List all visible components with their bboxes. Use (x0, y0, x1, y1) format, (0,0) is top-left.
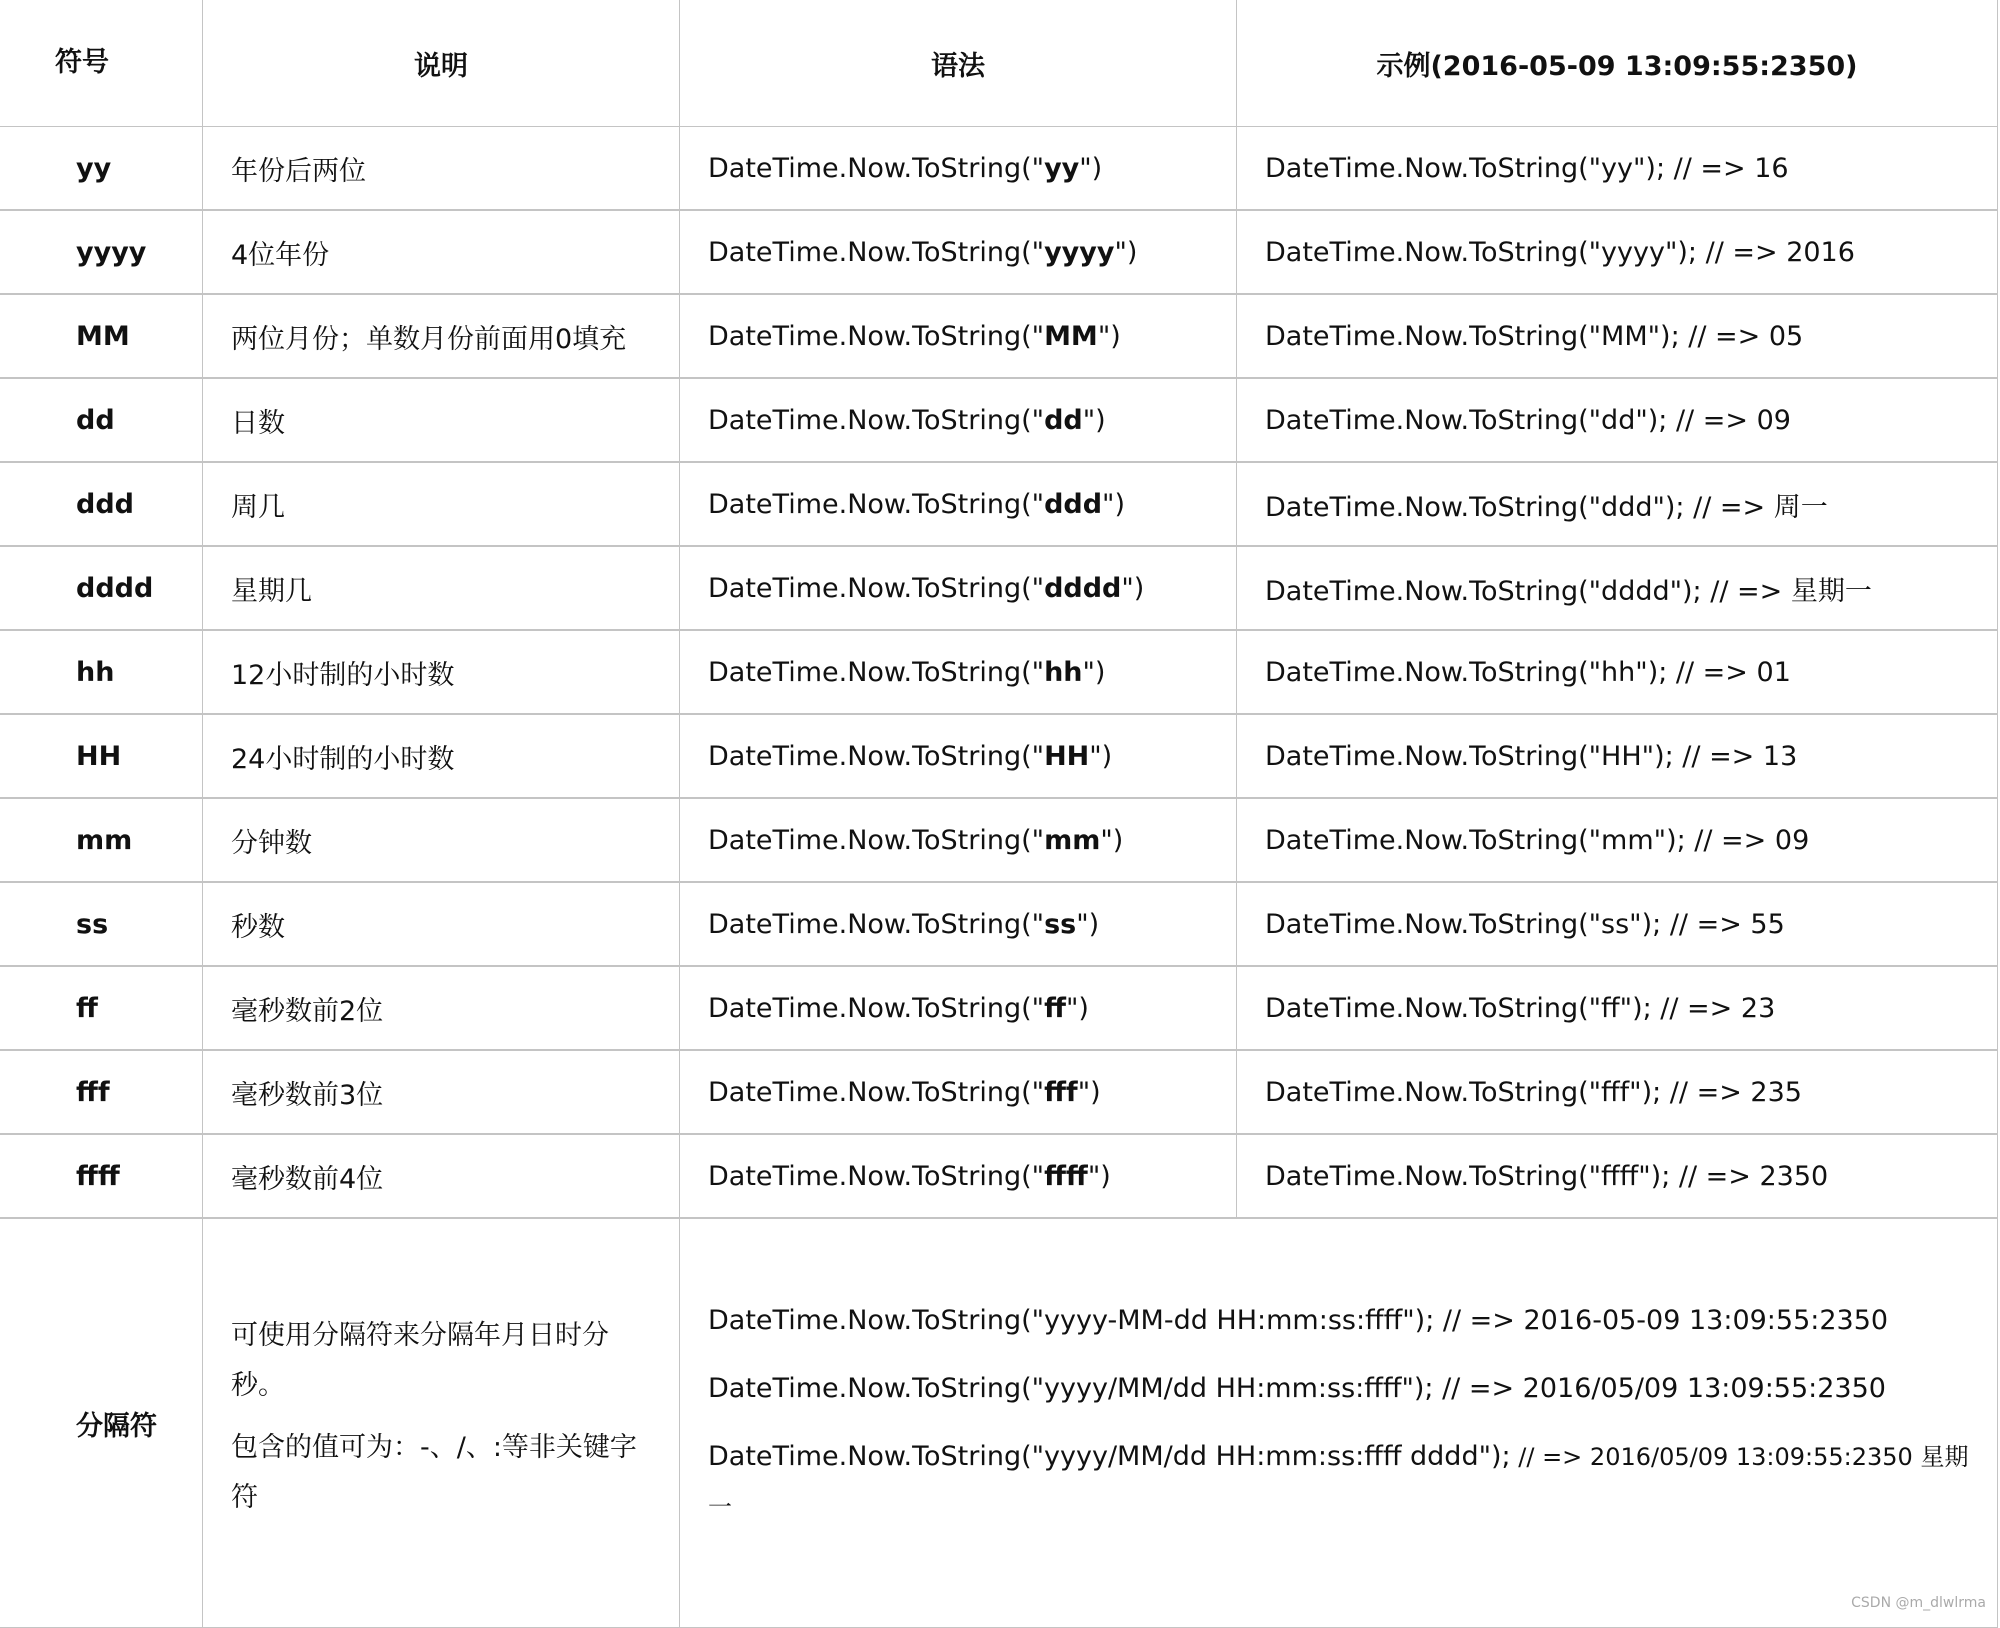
format-description: 毫秒数前2位 (203, 966, 680, 1050)
format-example: DateTime.Now.ToString("HH"); // => 13 (1237, 714, 1998, 798)
header-symbol: 符号 (0, 0, 203, 127)
format-example: DateTime.Now.ToString("ff"); // => 23 (1237, 966, 1998, 1050)
separator-example (708, 1296, 1969, 1346)
syntax-format: HH (1044, 740, 1090, 772)
format-syntax (680, 1050, 1237, 1134)
format-example: DateTime.Now.ToString("ss"); // => 55 (1237, 882, 1998, 966)
separator-example (708, 1364, 1969, 1414)
format-example: DateTime.Now.ToString("dd"); // => 09 (1237, 378, 1998, 462)
format-symbol: HH (0, 714, 203, 798)
format-description: 毫秒数前4位 (203, 1134, 680, 1218)
syntax-suffix: ") (1100, 824, 1124, 856)
format-syntax (680, 210, 1237, 294)
format-syntax (680, 378, 1237, 462)
format-syntax (680, 798, 1237, 882)
syntax-format: MM (1044, 320, 1098, 352)
syntax-prefix: DateTime.Now.ToString(" (708, 1160, 1045, 1192)
format-syntax (680, 546, 1237, 630)
syntax-suffix: ") (1087, 1160, 1111, 1192)
syntax-prefix: DateTime.Now.ToString(" (708, 320, 1045, 352)
table-row (0, 127, 1998, 211)
syntax-format: hh (1044, 656, 1083, 688)
watermark: CSDN @m_dlwlrma (1851, 1595, 1986, 1611)
header-row (0, 0, 1998, 127)
separator-desc-1: 可使用分隔符来分隔年月日时分秒。 (231, 1320, 609, 1401)
separator-desc-2: 包含的值可为：-、/、:等非关键字符 (231, 1432, 637, 1513)
syntax-format: yy (1044, 152, 1080, 184)
table-row (0, 630, 1998, 714)
format-symbol: ff (0, 966, 203, 1050)
header-example: 示例(2016-05-09 13:09:55:2350) (1237, 0, 1998, 127)
syntax-prefix: DateTime.Now.ToString(" (708, 1076, 1045, 1108)
format-symbol: dddd (0, 546, 203, 630)
separator-symbol: 分隔符 (0, 1218, 203, 1628)
separator-row (0, 1218, 1998, 1628)
format-syntax (680, 294, 1237, 378)
format-example: DateTime.Now.ToString("fff"); // => 235 (1237, 1050, 1998, 1134)
syntax-format: yyyy (1044, 236, 1115, 268)
syntax-suffix: ") (1089, 740, 1113, 772)
syntax-suffix: ") (1077, 1076, 1101, 1108)
example-code: DateTime.Now.ToString("yyyy/MM/dd HH:mm:ss:ffff dddd"); (708, 1441, 1511, 1472)
example-code: DateTime.Now.ToString("yyyy-MM-dd HH:mm:ss:ffff"); (708, 1305, 1435, 1336)
format-syntax (680, 966, 1237, 1050)
format-syntax (680, 630, 1237, 714)
format-syntax (680, 882, 1237, 966)
header-syntax: 语法 (680, 0, 1237, 127)
syntax-prefix: DateTime.Now.ToString(" (708, 824, 1045, 856)
syntax-suffix: ") (1065, 992, 1089, 1024)
format-example: DateTime.Now.ToString("yyyy"); // => 2016 (1237, 210, 1998, 294)
syntax-format: fff (1044, 1076, 1078, 1108)
format-description: 12小时制的小时数 (203, 630, 680, 714)
example-code: DateTime.Now.ToString("yyyy/MM/dd HH:mm:ss:ffff"); (708, 1373, 1434, 1404)
format-example: DateTime.Now.ToString("ddd"); // => 周一 (1237, 462, 1998, 546)
format-example: DateTime.Now.ToString("ffff"); // => 2350 (1237, 1134, 1998, 1218)
syntax-format: ss (1044, 908, 1077, 940)
syntax-prefix: DateTime.Now.ToString(" (708, 236, 1045, 268)
format-symbol: yyyy (0, 210, 203, 294)
syntax-format: ffff (1044, 1160, 1088, 1192)
syntax-suffix: ") (1076, 908, 1100, 940)
syntax-suffix: ") (1082, 404, 1106, 436)
format-symbol: ss (0, 882, 203, 966)
format-symbol: yy (0, 127, 203, 211)
table-row (0, 462, 1998, 546)
format-description: 星期几 (203, 546, 680, 630)
example-result: // => 2016-05-09 13:09:55:2350 (1434, 1305, 1889, 1336)
table-row (0, 546, 1998, 630)
example-result: // => 2016/05/09 13:09:55:2350 星期一 (708, 1443, 1969, 1521)
syntax-prefix: DateTime.Now.ToString(" (708, 908, 1045, 940)
table-row (0, 1134, 1998, 1218)
syntax-suffix: ") (1114, 236, 1138, 268)
table-row (0, 210, 1998, 294)
syntax-format: mm (1044, 824, 1101, 856)
format-description: 两位月份；单数月份前面用0填充 (203, 294, 680, 378)
table-row (0, 294, 1998, 378)
syntax-prefix: DateTime.Now.ToString(" (708, 152, 1045, 184)
syntax-format: ff (1044, 992, 1066, 1024)
syntax-format: ddd (1044, 488, 1103, 520)
table-row (0, 966, 1998, 1050)
format-symbol: mm (0, 798, 203, 882)
format-syntax (680, 127, 1237, 211)
syntax-prefix: DateTime.Now.ToString(" (708, 572, 1045, 604)
syntax-prefix: DateTime.Now.ToString(" (708, 656, 1045, 688)
format-description: 毫秒数前3位 (203, 1050, 680, 1134)
table-row (0, 1050, 1998, 1134)
syntax-format: dd (1044, 404, 1083, 436)
separator-examples (680, 1218, 1998, 1628)
syntax-suffix: ") (1121, 572, 1145, 604)
syntax-suffix: ") (1097, 320, 1121, 352)
format-symbol: fff (0, 1050, 203, 1134)
format-description: 周几 (203, 462, 680, 546)
format-example: DateTime.Now.ToString("MM"); // => 05 (1237, 294, 1998, 378)
format-description: 日数 (203, 378, 680, 462)
separator-example (708, 1432, 1969, 1532)
syntax-prefix: DateTime.Now.ToString(" (708, 992, 1045, 1024)
syntax-prefix: DateTime.Now.ToString(" (708, 404, 1045, 436)
format-description: 分钟数 (203, 798, 680, 882)
format-symbol: ffff (0, 1134, 203, 1218)
syntax-suffix: ") (1102, 488, 1125, 520)
format-example: DateTime.Now.ToString("yy"); // => 16 (1237, 127, 1998, 211)
table-row (0, 798, 1998, 882)
example-result: // => 2016/05/09 13:09:55:2350 (1433, 1373, 1886, 1404)
separator-description (203, 1218, 680, 1628)
format-symbol: dd (0, 378, 203, 462)
format-description: 年份后两位 (203, 127, 680, 211)
header-description: 说明 (203, 0, 680, 127)
format-description: 秒数 (203, 882, 680, 966)
format-syntax (680, 1134, 1237, 1218)
table-row (0, 882, 1998, 966)
format-example: DateTime.Now.ToString("hh"); // => 01 (1237, 630, 1998, 714)
format-symbol: ddd (0, 462, 203, 546)
format-description: 4位年份 (203, 210, 680, 294)
syntax-prefix: DateTime.Now.ToString(" (708, 488, 1045, 520)
format-symbol: MM (0, 294, 203, 378)
format-example: DateTime.Now.ToString("mm"); // => 09 (1237, 798, 1998, 882)
table-row (0, 714, 1998, 798)
format-example: DateTime.Now.ToString("dddd"); // => 星期一 (1237, 546, 1998, 630)
format-symbol: hh (0, 630, 203, 714)
table-row (0, 378, 1998, 462)
syntax-suffix: ") (1082, 656, 1106, 688)
format-description: 24小时制的小时数 (203, 714, 680, 798)
syntax-prefix: DateTime.Now.ToString(" (708, 740, 1045, 772)
syntax-suffix: ") (1079, 152, 1103, 184)
format-syntax (680, 462, 1237, 546)
syntax-format: dddd (1044, 572, 1122, 604)
format-syntax (680, 714, 1237, 798)
